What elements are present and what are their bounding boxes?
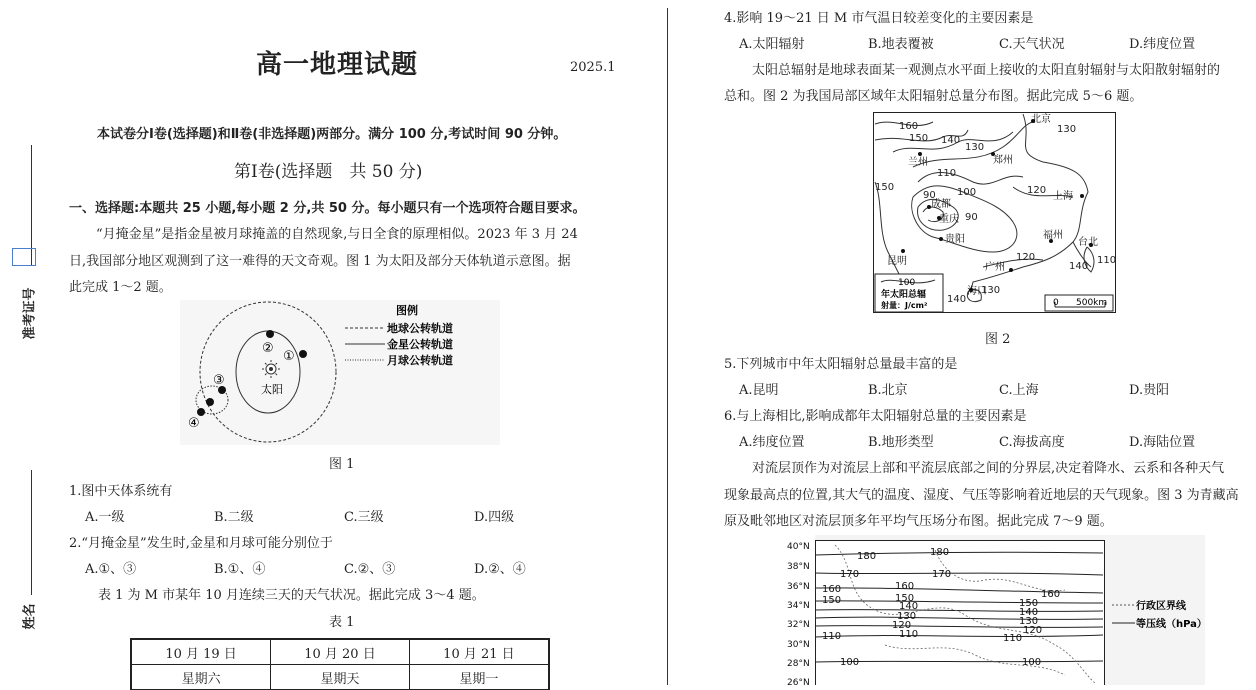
- lat-label-34: 34°N: [787, 601, 810, 611]
- legend-isobar-label: 等压线（hPa）: [1136, 619, 1207, 630]
- isobar-label: 120: [1023, 625, 1043, 636]
- passage3-line2: 总和。图 2 为我国局部区域年太阳辐射总量分布图。据此完成 5～6 题。: [724, 89, 1143, 104]
- position-4-dot: [197, 408, 205, 416]
- lat-label-40: 40°N: [787, 542, 810, 552]
- q4-stem: 4.影响 19～21 日 M 市气温日较差变化的主要因素是: [724, 11, 1034, 26]
- city-zhengzhou: 郑州: [993, 155, 1013, 166]
- q6-option-c[interactable]: C.海拔高度: [999, 435, 1065, 450]
- city-chengdu: 成都: [931, 199, 951, 210]
- passage4-line1: 对流层顶作为对流层上部和平流层底部之间的分界层,决定着降水、云系和各种天气: [752, 461, 1225, 476]
- isobar-label: 150: [1019, 598, 1039, 609]
- lat-label-38: 38°N: [787, 562, 810, 572]
- legend-text2: 射量：J/cm²: [881, 301, 928, 310]
- city-guiyang: 贵阳: [945, 234, 965, 245]
- figure2-caption: 图 2: [985, 332, 1011, 347]
- position-3-mark: ③: [213, 373, 225, 388]
- lat-label-26: 26°N: [787, 678, 810, 685]
- isobar-label: 120: [892, 620, 912, 631]
- passage1-line2: 日,我国部分地区观测到了这一难得的天文奇观。图 1 为太阳及部分天体轨道示意图。据: [69, 254, 571, 269]
- isobar-label: 160: [895, 581, 915, 592]
- q6-option-b[interactable]: B.地形类型: [868, 435, 934, 450]
- q2-stem: 2.“月掩金星”发生时,金星和月球可能分别位于: [69, 536, 333, 551]
- scale-label: 500km: [1076, 298, 1108, 308]
- lat-label-32: 32°N: [787, 620, 810, 630]
- exam-intro: 本试卷分Ⅰ卷(选择题)和Ⅱ卷(非选择题)两部分。满分 100 分,考试时间 90 分钟。: [97, 127, 567, 142]
- legend-earth-label: 地球公转轨道: [387, 322, 453, 335]
- isoline-label-120s: 120: [1016, 252, 1036, 263]
- isoline-label-90a: 90: [923, 190, 936, 201]
- legend-boundary-label: 行政区界线: [1136, 601, 1186, 612]
- legend-text1: 年太阳总辐: [881, 290, 927, 300]
- q5-stem: 5.下列城市中年太阳辐射总量最丰富的是: [724, 357, 958, 372]
- city-haikou: 海口: [967, 286, 987, 297]
- q2-option-b[interactable]: B.①、④: [214, 562, 266, 577]
- city-taipei: 台北: [1078, 237, 1098, 248]
- isoline-label-140: 140: [941, 135, 961, 146]
- column-divider: [667, 8, 668, 685]
- isobar-label: 150: [822, 595, 842, 606]
- city-chongqing: 重庆: [939, 214, 959, 225]
- q1-option-c[interactable]: C.三级: [344, 510, 384, 525]
- q2-option-a[interactable]: A.①、③: [85, 562, 137, 577]
- lat-label-36: 36°N: [787, 582, 810, 592]
- q5-option-a[interactable]: A.昆明: [739, 383, 779, 398]
- page-title: 高一地理试题: [256, 50, 419, 80]
- isoline-label-110e: 110: [1097, 255, 1117, 266]
- figure2-radiation-map: [873, 112, 1118, 314]
- position-2-mark: ②: [262, 341, 274, 356]
- isoline-label-150: 150: [909, 133, 929, 144]
- exam-date: 2025.1: [570, 60, 616, 75]
- table-cell: 星期天: [271, 665, 410, 690]
- table-row-dates: [131, 639, 549, 665]
- isobar-label: 130: [897, 611, 917, 622]
- isoline-label-120: 120: [1027, 185, 1047, 196]
- name-label: 姓名: [22, 603, 38, 630]
- legend-value: 100: [898, 278, 916, 288]
- q4-option-d[interactable]: D.纬度位置: [1129, 37, 1196, 52]
- legend-moon-label: 月球公转轨道: [387, 354, 453, 367]
- q4-option-c[interactable]: C.天气状况: [999, 37, 1065, 52]
- passage2-line1: 表 1 为 M 市某年 10 月连续三天的天气状况。据此完成 3～4 题。: [98, 588, 485, 603]
- isoline-label-140w: 140: [947, 294, 967, 305]
- figure1-caption: 图 1: [329, 457, 355, 472]
- q5-option-d[interactable]: D.贵阳: [1129, 383, 1170, 398]
- sun-label: 太阳: [261, 383, 283, 396]
- isobar-label: 140: [1019, 607, 1039, 618]
- table-cell: 10 月 21 日: [409, 639, 549, 665]
- isobar-label: 140: [899, 601, 919, 612]
- passage3-line1: 太阳总辐射是地球表面某一观测点水平面上接收的太阳直射辐射与太阳散射辐射的: [752, 63, 1221, 78]
- isobar-label: 170: [840, 569, 860, 580]
- city-fuzhou: 福州: [1043, 230, 1063, 241]
- city-lanzhou: 兰州: [908, 157, 928, 168]
- isoline-label-110: 110: [937, 168, 957, 179]
- q4-option-a[interactable]: A.太阳辐射: [739, 37, 805, 52]
- q1-option-b[interactable]: B.二级: [214, 510, 254, 525]
- q5-option-b[interactable]: B.北京: [868, 383, 908, 398]
- isoline-label-130w: 130: [981, 285, 1001, 296]
- passage4-line2: 现象最高点的位置,其大气的温度、湿度、气压等影响着近地层的天气现象。图 3 为青藏高: [724, 488, 1239, 503]
- legend-title: 图例: [396, 304, 418, 317]
- margin-line-top: [31, 145, 32, 265]
- section-instructions: 一、选择题:本题共 25 小题,每小题 2 分,共 50 分。每小题只有一个选项符合题目要求。: [69, 201, 586, 216]
- figure1-orbit-diagram: [180, 300, 500, 445]
- section-heading: 第Ⅰ卷(选择题 共 50 分): [234, 162, 423, 182]
- isobar-label: 130: [1019, 616, 1039, 627]
- id-number-box[interactable]: [12, 248, 36, 266]
- passage4-line3: 原及毗邻地区对流层顶多年平均气压场分布图。据此完成 7～9 题。: [724, 514, 1113, 529]
- isoline-label-160: 160: [899, 121, 919, 132]
- table-cell: 星期一: [409, 665, 549, 690]
- isobar-label: 110: [822, 631, 842, 642]
- q2-option-c[interactable]: C.②、③: [344, 562, 396, 577]
- isobar-label: 160: [822, 584, 842, 595]
- legend-venus-label: 金星公转轨道: [387, 338, 453, 351]
- isoline-label-140e: 140: [1069, 261, 1089, 272]
- q2-option-d[interactable]: D.②、④: [474, 562, 526, 577]
- city-beijing: 北京: [1031, 114, 1051, 125]
- city-kunming: 昆明: [887, 256, 907, 267]
- q6-stem: 6.与上海相比,影响成都年太阳辐射总量的主要因素是: [724, 409, 1027, 424]
- moon-dot: [206, 398, 214, 406]
- q6-option-d[interactable]: D.海陆位置: [1129, 435, 1196, 450]
- isobar-label: 110: [1003, 633, 1023, 644]
- q5-option-c[interactable]: C.上海: [999, 383, 1039, 398]
- id-number-label: 准考证号: [22, 287, 38, 340]
- city-shanghai: 上海: [1053, 191, 1073, 202]
- q4-option-b[interactable]: B.地表覆被: [868, 37, 934, 52]
- isoline-label-90b: 90: [965, 212, 978, 223]
- q6-option-a[interactable]: A.纬度位置: [739, 435, 805, 450]
- figure3-pressure-map: [785, 535, 1210, 685]
- position-1-mark: ①: [283, 349, 295, 364]
- position-1-dot: [299, 350, 307, 358]
- weather-table: [130, 638, 550, 690]
- q1-option-d[interactable]: D.四级: [474, 510, 515, 525]
- q1-stem: 1.图中天体系统有: [69, 484, 173, 499]
- table-row-weekdays: [131, 665, 549, 690]
- passage1-line3: 此完成 1～2 题。: [69, 280, 172, 295]
- table-cell: 星期六: [131, 665, 271, 690]
- position-4-mark: ④: [188, 416, 200, 431]
- city-guangzhou: 广州: [985, 262, 1005, 273]
- isobar-label: 110: [899, 629, 919, 640]
- isobar-label: 100: [840, 657, 860, 668]
- position-2-dot: [266, 330, 274, 338]
- isobar-label: 100: [1022, 657, 1042, 668]
- isoline-label-130n: 130: [1057, 124, 1077, 135]
- table1-caption: 表 1: [329, 615, 355, 630]
- passage1-line1: “月掩金星”是指金星被月球掩盖的自然现象,与日全食的原理相似。2023 年 3 月 24: [96, 227, 578, 242]
- isobar-label: 180: [857, 551, 877, 562]
- lat-label-30: 30°N: [787, 640, 810, 650]
- isobar-label: 170: [932, 569, 952, 580]
- isobar-label: 150: [895, 593, 915, 604]
- table-cell: 10 月 20 日: [271, 639, 410, 665]
- city-dot: [901, 249, 905, 253]
- isobar-label: 160: [1041, 589, 1061, 600]
- city-dot: [939, 237, 943, 241]
- isoline-label-130: 130: [965, 142, 985, 153]
- table-cell: 10 月 19 日: [131, 639, 271, 665]
- city-dot: [1080, 194, 1084, 198]
- scale-zero: 0: [1053, 298, 1059, 308]
- city-dot: [918, 152, 922, 156]
- q1-option-a[interactable]: A.一级: [85, 510, 125, 525]
- lat-label-28: 28°N: [787, 659, 810, 669]
- city-dot: [1009, 268, 1013, 272]
- margin-line-mid: [31, 470, 32, 595]
- isoline-label-100: 100: [957, 187, 977, 198]
- isoline-label-150w: 150: [875, 182, 895, 193]
- isobar-label: 180: [930, 547, 950, 558]
